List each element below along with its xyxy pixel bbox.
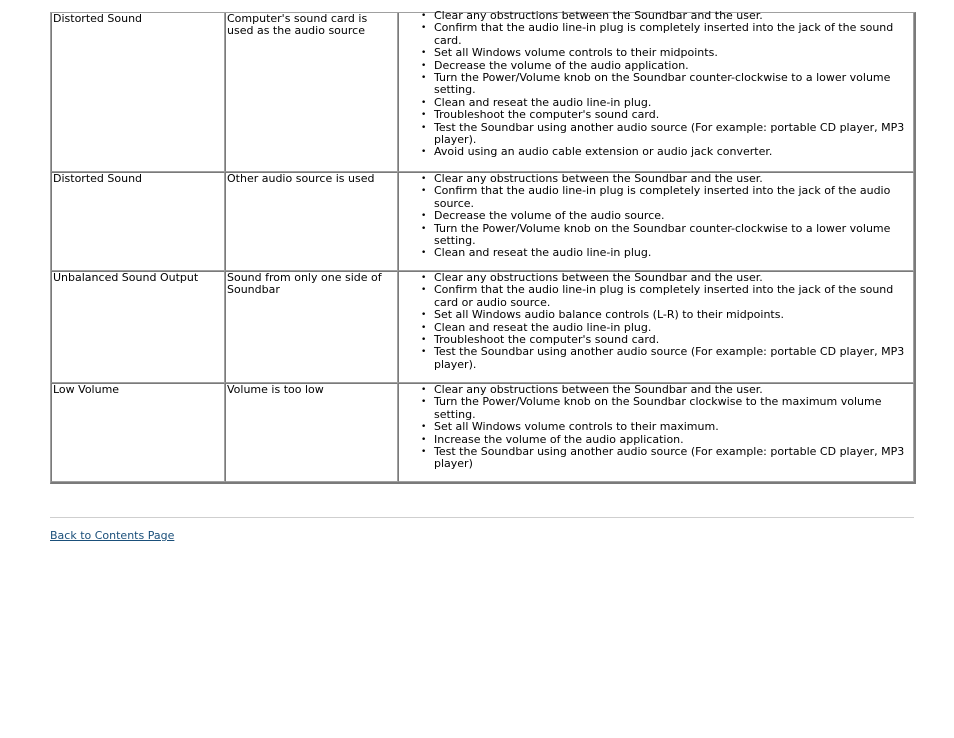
solution-item	[421, 246, 912, 260]
problem-cell: Other audio source is used	[225, 172, 398, 271]
solution-text: Troubleshoot the computer's sound card.	[434, 108, 660, 122]
bullet-icon: •	[421, 347, 427, 358]
solution-list	[400, 384, 912, 471]
solution-item	[421, 345, 912, 371]
symptom-cell: Distorted Sound	[51, 13, 225, 172]
solution-text: Clean and reseat the audio line-in plug.	[434, 95, 652, 109]
bullet-icon: •	[421, 310, 427, 321]
bullet-icon: •	[421, 73, 427, 84]
bullet-icon: •	[421, 110, 427, 121]
table-row	[51, 13, 914, 172]
solution-list	[400, 272, 912, 371]
solution-text: Confirm that the audio line-in plug is completely inserted into the jack of the sound card or audio source.	[434, 283, 894, 309]
solution-item	[421, 145, 912, 159]
bullet-icon: •	[421, 97, 427, 108]
bullet-icon: •	[421, 447, 427, 458]
bullet-icon: •	[421, 174, 427, 184]
solution-item	[421, 221, 912, 248]
solution-text: Clean and reseat the audio line-in plug.	[434, 246, 652, 260]
bullet-icon: •	[421, 385, 427, 395]
footer-divider	[50, 517, 914, 518]
solution-text: Set all Windows volume controls to their maximum.	[434, 420, 719, 434]
bullet-icon: •	[421, 434, 427, 445]
solution-text: Confirm that the audio line-in plug is completely inserted into the jack of the audio source.	[434, 184, 891, 210]
symptom-cell: Unbalanced Sound Output	[51, 271, 225, 383]
bullet-icon: •	[421, 11, 427, 21]
solution-list	[400, 173, 912, 260]
solution-text: Troubleshoot the computer's sound card.	[434, 333, 660, 347]
solution-item	[421, 120, 912, 147]
bullet-icon: •	[421, 122, 427, 133]
solution-item	[421, 395, 912, 421]
troubleshooting-section	[50, 9, 916, 484]
solution-item	[421, 71, 912, 97]
solution-text: Set all Windows volume controls to their midpoints.	[434, 46, 718, 60]
solution-text: Set all Windows audio balance controls (L-R) to their midpoints.	[434, 308, 784, 322]
troubleshooting-table	[50, 9, 916, 484]
solution-text: Test the Soundbar using another audio source (For example: portable CD player, MP3 player).	[434, 120, 905, 147]
symptom-cell: Low Volume	[51, 383, 225, 482]
solution-text: Clear any obstructions between the Soundbar and the user.	[434, 172, 763, 185]
bullet-icon: •	[421, 186, 427, 197]
table-row	[51, 271, 914, 383]
solution-cell	[398, 9, 914, 172]
solution-item	[421, 445, 912, 471]
bullet-icon: •	[421, 248, 427, 259]
solution-text: Avoid using an audio cable extension or audio jack converter.	[434, 145, 773, 159]
solution-cell	[398, 172, 914, 271]
problem-cell: Computer's sound card is used as the audio source	[225, 13, 398, 172]
solution-item	[421, 21, 912, 47]
table-row	[51, 383, 914, 482]
solution-list	[400, 10, 912, 159]
solution-text: Decrease the volume of the audio application.	[434, 58, 689, 72]
solution-text: Clear any obstructions between the Soundbar and the user.	[434, 383, 763, 396]
solution-text: Decrease the volume of the audio source.	[434, 209, 665, 223]
solution-cell	[398, 271, 914, 383]
solution-item	[421, 184, 912, 210]
back-to-contents-link[interactable]: Back to Contents Page	[50, 529, 175, 542]
bullet-icon: •	[421, 48, 427, 59]
bullet-icon: •	[421, 23, 427, 34]
bullet-icon: •	[421, 397, 427, 408]
troubleshooting-table-body	[51, 9, 914, 482]
bullet-icon: •	[421, 60, 427, 71]
solution-text: Increase the volume of the audio application.	[434, 432, 684, 446]
solution-text: Turn the Power/Volume knob on the Soundbar counter-clockwise to a lower volume setting.	[434, 221, 891, 248]
solution-text: Confirm that the audio line-in plug is completely inserted into the jack of the sound card.	[434, 21, 894, 47]
bullet-icon: •	[421, 223, 427, 234]
solution-item	[421, 283, 912, 309]
bullet-icon: •	[421, 422, 427, 433]
bullet-icon: •	[421, 285, 427, 296]
solution-cell	[398, 383, 914, 482]
bullet-icon: •	[421, 335, 427, 346]
solution-text: Clean and reseat the audio line-in plug.	[434, 320, 652, 334]
bullet-icon: •	[421, 147, 427, 158]
solution-text: Turn the Power/Volume knob on the Soundbar clockwise to the maximum volume setting.	[434, 395, 882, 421]
solution-text: Test the Soundbar using another audio source (For example: portable CD player, MP3 player)	[434, 445, 905, 471]
bullet-icon: •	[421, 322, 427, 333]
problem-cell: Volume is too low	[225, 383, 398, 482]
symptom-cell: Distorted Sound	[51, 172, 225, 271]
problem-cell: Sound from only one side of Soundbar	[225, 271, 398, 383]
solution-text: Turn the Power/Volume knob on the Soundbar counter-clockwise to a lower volume setting.	[434, 71, 891, 97]
solution-text: Clear any obstructions between the Soundbar and the user.	[434, 271, 763, 284]
solution-text: Clear any obstructions between the Soundbar and the user.	[434, 9, 763, 22]
bullet-icon: •	[421, 211, 427, 222]
solution-text: Test the Soundbar using another audio source (For example: portable CD player, MP3 player).	[434, 345, 905, 371]
bullet-icon: •	[421, 273, 427, 283]
table-row	[51, 172, 914, 271]
